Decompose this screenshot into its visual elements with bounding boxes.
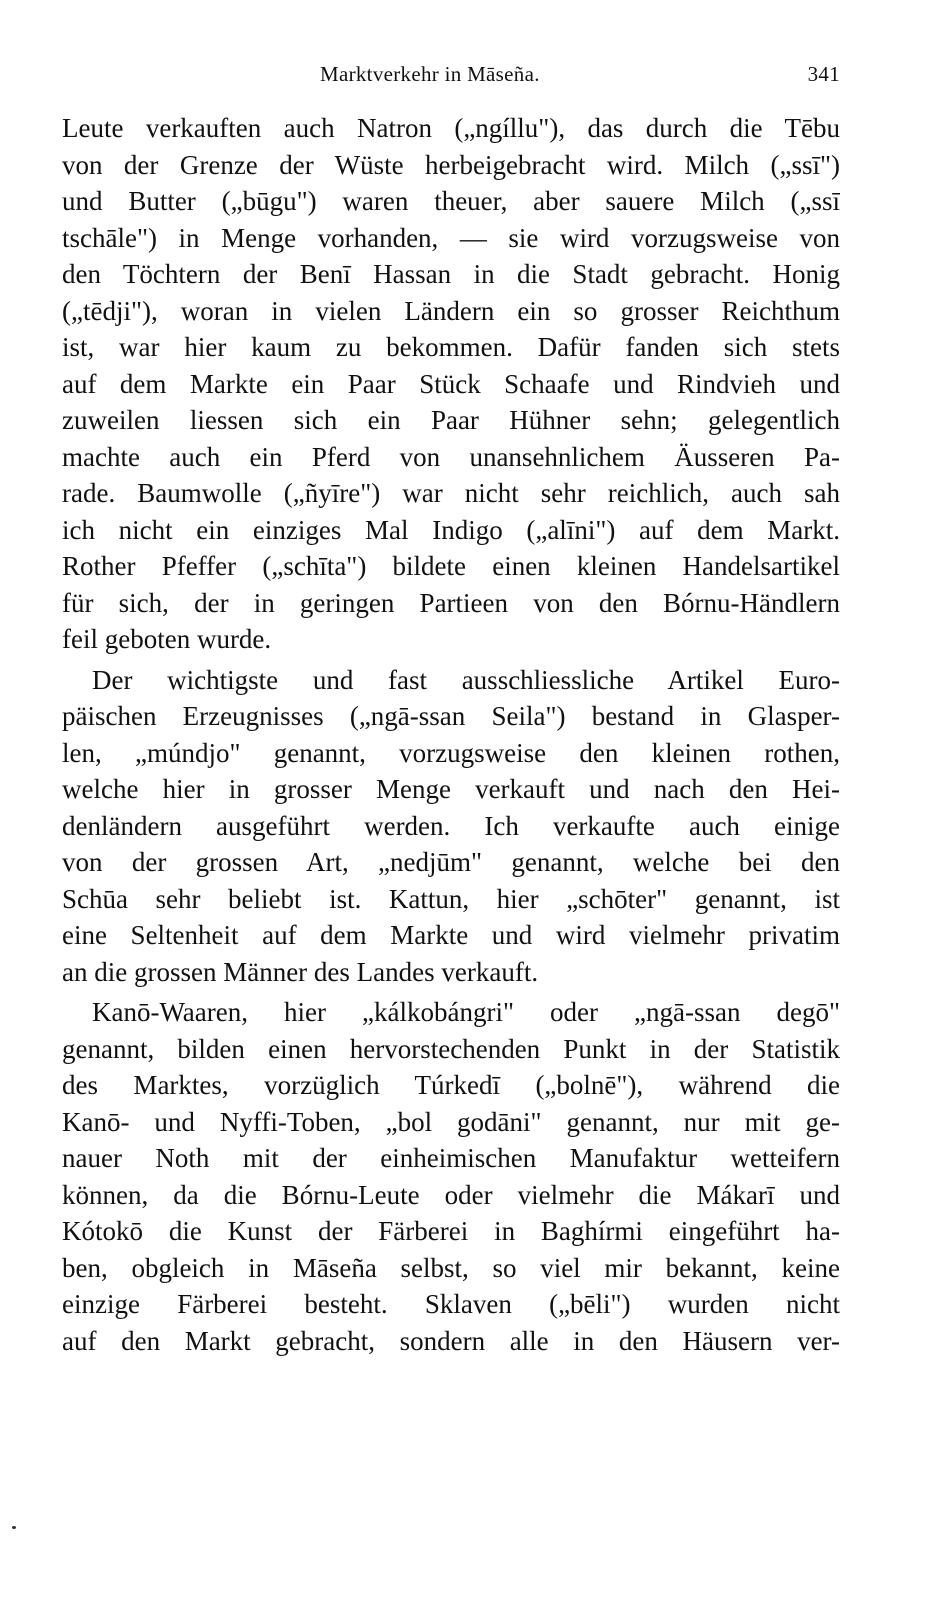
paragraph-3 (62, 994, 840, 1359)
text-line: und Butter („būgu") waren theuer, aber sauere Milch („ssī (62, 186, 840, 216)
text-line: nauer Noth mit der einheimischen Manufaktur wetteifern (62, 1143, 840, 1173)
text-line: auf dem Markte ein Paar Stück Schaafe und Rindvieh und (62, 368, 840, 399)
scan-speck-mark (12, 1526, 16, 1529)
text-line: an die grossen Männer des Landes verkauft. (62, 956, 539, 987)
text-line: auf den Markt gebracht, sondern alle in den Häusern ver- (62, 1325, 840, 1356)
text-line: für sich, der in geringen Partieen von den Bórnu-Händlern (62, 587, 840, 618)
text-line: machte auch ein Pferd von unansehnlichem Äusseren Pa- (62, 441, 840, 472)
text-line: Schūa sehr beliebt ist. Kattun, hier „schōter" genannt, ist (62, 883, 840, 914)
text-line: feil geboten wurde. (62, 624, 272, 654)
text-line: von der grossen Art, „nedjūm" genannt, welche bei den (62, 847, 840, 877)
text-line: len, „múndjo" genannt, vorzugsweise den kleinen rothen, (62, 737, 840, 768)
text-line: rade. Baumwolle („ñyīre") war nicht sehr reichlich, auch sah (62, 478, 840, 508)
text-line: welche hier in grosser Menge verkauft und nach den Hei- (62, 774, 840, 804)
text-line: denländern ausgeführt werden. Ich verkaufte auch einige (62, 810, 840, 841)
paragraph-1 (62, 110, 840, 658)
text-line: zuweilen liessen sich ein Paar Hühner sehn; gelegentlich (62, 405, 840, 435)
text-line: Kanō-Waaren, hier „kálkobángri" oder „ngā-ssan degō" (92, 997, 840, 1027)
text-line: einzige Färberei besteht. Sklaven („bēli") wurden nicht (62, 1289, 840, 1319)
text-line: von der Grenze der Wüste herbeigebracht wird. Milch („ssī") (62, 149, 840, 180)
text-line: genannt, bilden einen hervorstechenden Punkt in der Statistik (62, 1033, 840, 1064)
body-text (62, 110, 840, 1361)
text-line: Rother Pfeffer („schīta") bildete einen kleinen Handelsartikel (62, 551, 840, 581)
text-line: ist, war hier kaum zu bekommen. Dafür fanden sich stets (62, 332, 840, 362)
book-page (62, 0, 840, 1623)
text-line: tschāle") in Menge vorhanden, — sie wird vorzugsweise von (62, 222, 840, 253)
text-line: Der wichtigste und fast ausschliessliche Artikel Euro- (92, 664, 840, 695)
text-line: päischen Erzeugnisses („ngā-ssan Seila") bestand in Glasper- (62, 701, 840, 731)
text-line: („tēdji"), woran in vielen Ländern ein so grosser Reichthum (62, 295, 840, 326)
text-line: des Marktes, vorzüglich Túrkedī („bolnē"), während die (62, 1070, 840, 1100)
running-title: Marktverkehr in Māseña. (320, 62, 540, 86)
text-line: können, da die Bórnu-Leute oder vielmehr die Mákarī und (62, 1179, 840, 1210)
text-line: eine Seltenheit auf dem Markte und wird vielmehr privatim (62, 920, 840, 950)
text-line: Leute verkauften auch Natron („ngíllu"), das durch die Tēbu (62, 113, 840, 143)
text-line: ben, obgleich in Māseña selbst, so viel mir bekannt, keine (62, 1252, 840, 1283)
text-line: Kanō- und Nyffi-Toben, „bol godāni" genannt, nur mit ge- (62, 1106, 840, 1137)
paragraph-2 (62, 662, 840, 991)
text-line: den Töchtern der Benī Hassan in die Stadt gebracht. Honig (62, 259, 840, 289)
running-head (62, 62, 840, 96)
page-number: 341 (807, 62, 840, 86)
text-line: ich nicht ein einziges Mal Indigo („alīni") auf dem Markt. (62, 514, 840, 545)
text-line: Kótokō die Kunst der Färberei in Baghírmi eingeführt ha- (62, 1216, 840, 1246)
